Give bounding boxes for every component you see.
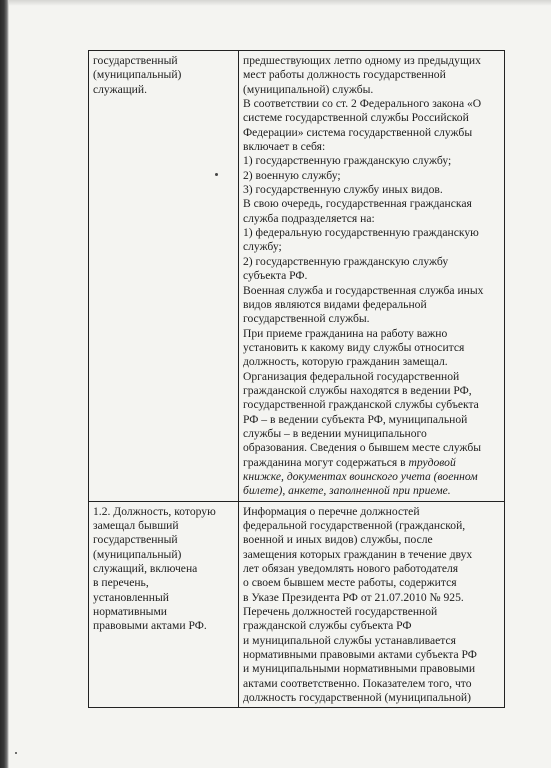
criterion-cell xyxy=(89,51,239,502)
plain-text: государственной службы. xyxy=(243,312,370,326)
plain-text: Перечень должностей государственной xyxy=(243,605,438,619)
explanation-line xyxy=(243,154,501,168)
explanation-line xyxy=(243,677,501,691)
plain-text: гражданской службы находятся в ведении РФ, xyxy=(243,383,472,397)
explanation-line xyxy=(243,441,501,455)
plain-text: В свою очередь, государственная гражданская xyxy=(243,197,472,211)
criterion-line: замещал бывший xyxy=(93,519,179,532)
plain-text: образования. Сведения о бывшем месте службы xyxy=(243,441,482,455)
explanation-line xyxy=(243,576,501,590)
explanation-line xyxy=(243,355,501,369)
explanation-line xyxy=(243,126,501,140)
plain-text: должность государственной (муниципальной) xyxy=(243,691,471,705)
explanation-line xyxy=(243,456,501,470)
explanation-cell xyxy=(239,501,505,708)
scan-left-edge xyxy=(0,0,9,768)
italic-text: книжке, документах воинского учета (военном xyxy=(243,469,478,483)
explanation-line xyxy=(243,169,501,183)
explanation-line xyxy=(243,240,501,254)
plain-text: государственной гражданской службы субъекта xyxy=(243,398,479,412)
explanation-line xyxy=(243,413,501,427)
explanation-line xyxy=(243,68,501,82)
explanation-line xyxy=(243,312,501,326)
explanation-line xyxy=(243,605,501,619)
explanation-line xyxy=(243,298,501,312)
explanation-line xyxy=(243,619,501,633)
plain-text: Информация о перечне должностей xyxy=(243,504,420,518)
explanation-line xyxy=(243,505,501,519)
table-body xyxy=(89,51,505,708)
plain-text: включает в себя: xyxy=(243,140,326,154)
plain-text: гражданской службы субъекта РФ xyxy=(243,619,412,633)
plain-text: (муниципальной) службы. xyxy=(243,82,374,96)
plain-text: мест работы должность государственной xyxy=(243,68,446,82)
explanation-cell xyxy=(239,51,505,502)
explanation-line xyxy=(243,484,501,498)
plain-text: лет обязан уведомлять нового работодателя xyxy=(243,562,459,576)
explanation-line xyxy=(243,140,501,154)
explanation-line xyxy=(243,370,501,384)
plain-text: гражданина могут содержаться в xyxy=(243,455,409,469)
explanation-line xyxy=(243,648,501,662)
criterion-line: установленный xyxy=(93,590,169,604)
plain-text: служба подразделяется на: xyxy=(243,211,375,225)
plain-text: нормативными правовыми актами субъекта РФ xyxy=(243,648,477,662)
explanation-line xyxy=(243,634,501,648)
table-row xyxy=(89,501,505,708)
scan-speck xyxy=(215,173,218,176)
plain-text: службу; xyxy=(243,240,282,254)
plain-text: видов являются видами федеральной xyxy=(243,297,427,311)
criterion-line: государственный xyxy=(93,533,178,547)
explanation-line xyxy=(243,398,501,412)
plain-text: При приеме гражданина на работу важно xyxy=(243,326,448,340)
table-row xyxy=(89,51,505,502)
explanation-line xyxy=(243,54,501,68)
explanation-line xyxy=(243,691,501,705)
explanation-line xyxy=(243,327,501,341)
plain-text: и муниципальной службы устанавливается xyxy=(243,633,456,647)
plain-text: о своем бывшем месте работы, содержится xyxy=(243,576,457,590)
plain-text: и муниципальными нормативными правовыми xyxy=(243,662,476,676)
criterion-line: (муниципальный) xyxy=(93,68,182,82)
explanation-line xyxy=(243,591,501,605)
criterion-line: в перечень, xyxy=(93,576,149,590)
plain-text: предшествующих летпо одному из предыдущих xyxy=(243,54,481,67)
plain-text: Организация федеральной государственной xyxy=(243,369,460,383)
plain-text: 2) военную службу; xyxy=(243,168,341,182)
explanation-line xyxy=(243,427,501,441)
plain-text: РФ – в ведении субъекта РФ, муниципальной xyxy=(243,412,468,426)
criterion-line: (муниципальный) xyxy=(93,547,182,561)
italic-text: трудовой xyxy=(408,455,456,469)
explanation-line xyxy=(243,197,501,211)
explanation-line xyxy=(243,83,501,97)
explanation-line xyxy=(243,111,501,125)
explanation-line xyxy=(243,384,501,398)
scan-top-shadow xyxy=(9,0,551,6)
criterion-line: 1.2. Должность, которую xyxy=(93,504,216,518)
document-table xyxy=(88,50,505,708)
plain-text: Федерации» система государственной службы xyxy=(243,125,473,139)
explanation-line xyxy=(243,226,501,240)
explanation-line xyxy=(243,284,501,298)
scan-speck xyxy=(15,752,17,754)
plain-text: должность, которую гражданин замещал. xyxy=(243,355,448,369)
plain-text: службы – в ведении муниципального xyxy=(243,426,427,440)
explanation-line xyxy=(243,212,501,226)
plain-text: 1) государственную гражданскую службу; xyxy=(243,154,452,168)
plain-text: в Указе Президента РФ от 21.07.2010 № 925. xyxy=(243,590,464,604)
criterion-line: нормативными xyxy=(93,605,168,619)
explanation-line xyxy=(243,269,501,283)
explanation-line xyxy=(243,183,501,197)
explanation-line xyxy=(243,662,501,676)
plain-text: субъекта РФ. xyxy=(243,269,308,283)
plain-text: 1) федеральную государственную гражданскую xyxy=(243,226,479,240)
criterion-line: государственный xyxy=(93,54,178,67)
explanation-line xyxy=(243,470,501,484)
criterion-line: служащий. xyxy=(93,82,147,96)
plain-text: системе государственной службы Российской xyxy=(243,111,469,125)
explanation-line xyxy=(243,533,501,547)
plain-text: замещения которых гражданин в течение двух xyxy=(243,547,473,561)
italic-text: билете), анкете, заполненной при приеме. xyxy=(243,484,451,498)
explanation-line xyxy=(243,97,501,111)
explanation-line xyxy=(243,255,501,269)
explanation-line xyxy=(243,548,501,562)
plain-text: военной и иных видов) службы, после xyxy=(243,533,433,547)
criterion-line: служащий, включена xyxy=(93,562,198,576)
plain-text: установить к какому виду службы относится xyxy=(243,340,465,354)
plain-text: 3) государственную службу иных видов. xyxy=(243,183,443,197)
explanation-line xyxy=(243,341,501,355)
criterion-line: правовыми актами РФ. xyxy=(93,619,207,633)
criterion-cell xyxy=(89,501,239,708)
explanation-line xyxy=(243,562,501,576)
plain-text: актами соответственно. Показателем того, что xyxy=(243,676,472,690)
explanation-line xyxy=(243,519,501,533)
plain-text: В соответствии со ст. 2 Федерального закона «О xyxy=(243,97,482,111)
plain-text: 2) государственную гражданскую службу xyxy=(243,254,449,268)
plain-text: федеральной государственной (гражданской, xyxy=(243,519,466,532)
plain-text: Военная служба и государственная служба иных xyxy=(243,283,484,297)
